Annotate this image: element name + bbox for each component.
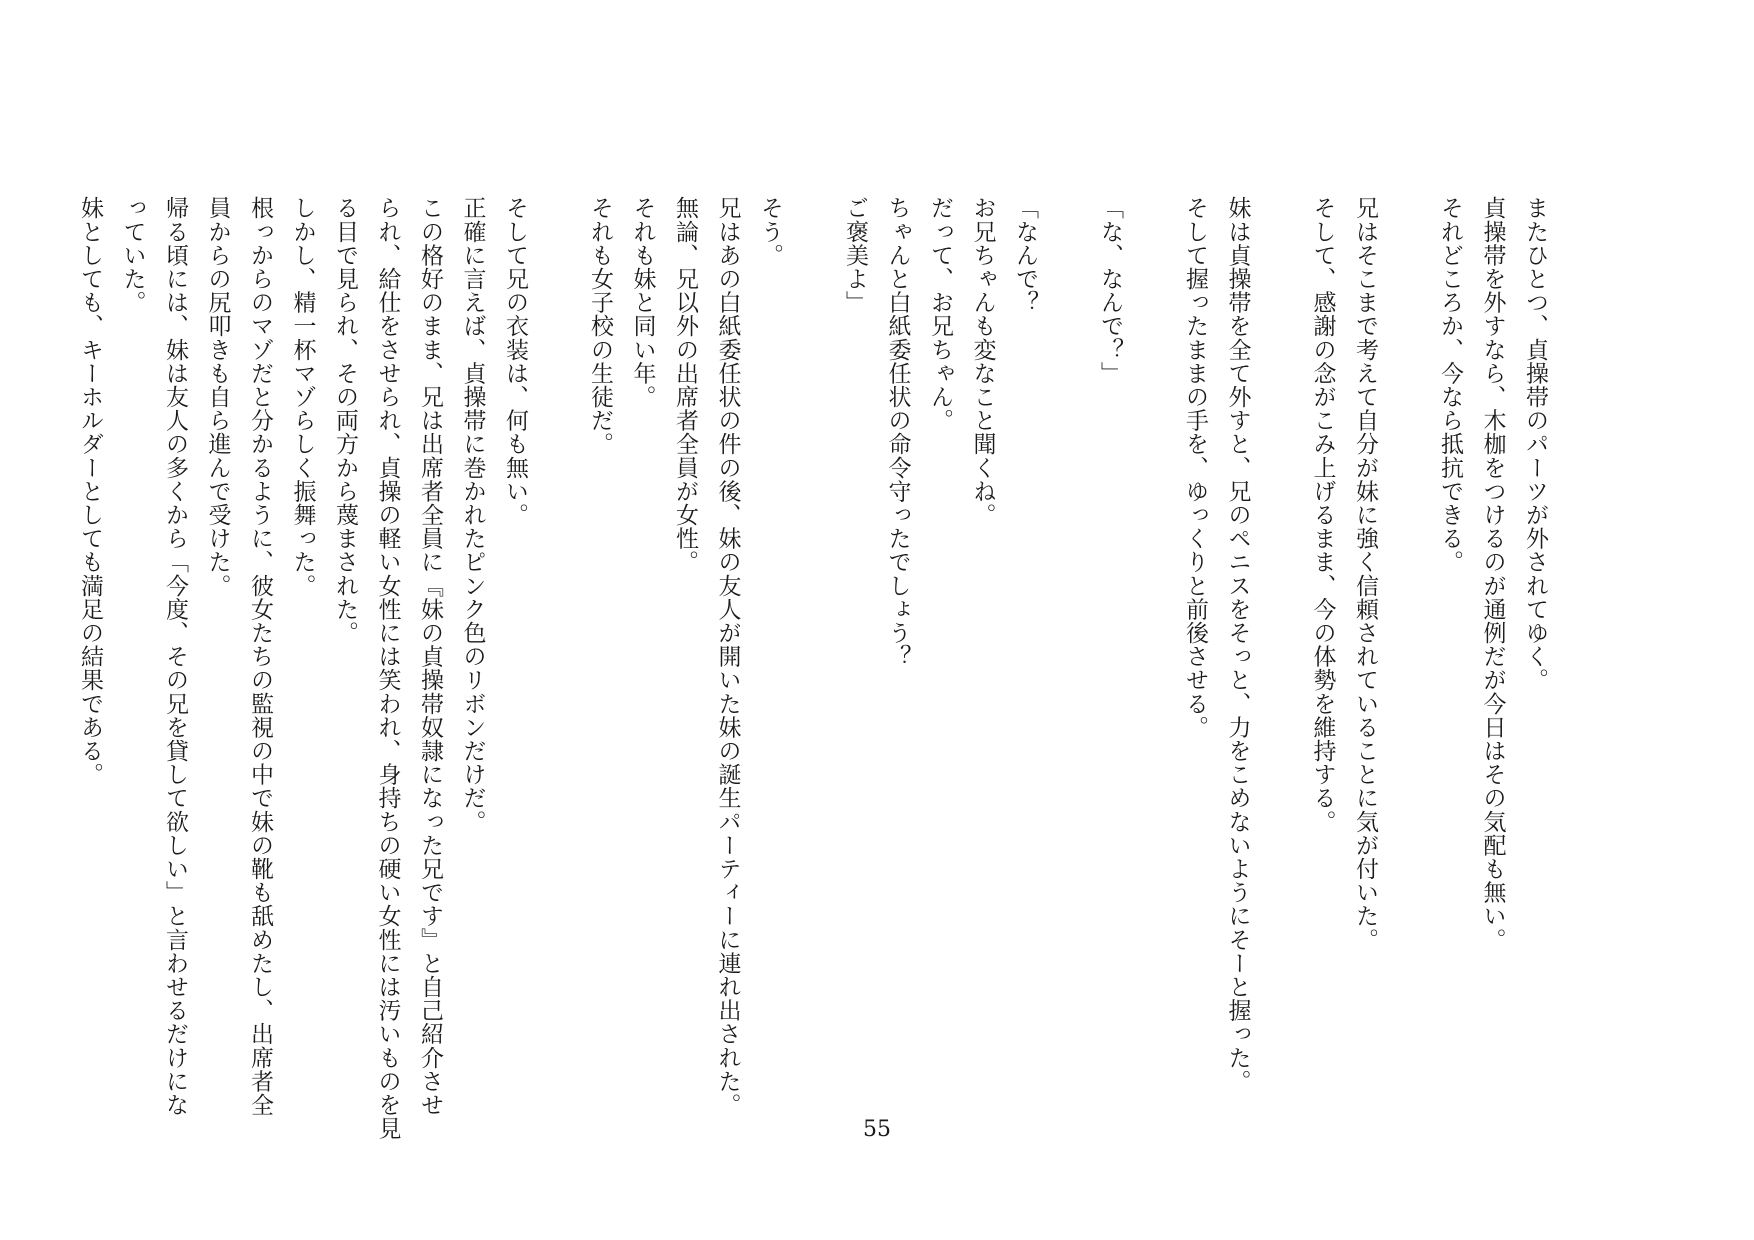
text-line: ご褒美よ」 xyxy=(842,196,868,314)
page-number: 55 xyxy=(863,1117,891,1142)
blank-line xyxy=(791,196,834,1096)
text-line: 帰る頃には、妹は友人の多くから「今度、その兄を貸して欲しい」と言わせるだけにな xyxy=(162,196,188,1117)
text-line: っていた。 xyxy=(119,196,146,314)
text-line: る目で見られ、その両方から蔑まされた。 xyxy=(332,196,358,645)
blank-line xyxy=(536,196,579,1096)
text-line: だって、お兄ちゃん。 xyxy=(927,196,953,432)
text-line: 「な、なんで？」 xyxy=(1097,196,1123,385)
text-line: この格好のまま、兄は出席者全員に『妹の貞操帯奴隷になった兄です』と自己紹介させ xyxy=(417,196,443,1117)
blank-line xyxy=(1046,196,1089,1096)
text-line: またひとつ、貞操帯のパーツが外されてゆく。 xyxy=(1522,196,1548,692)
text-line: それどころか、今なら抵抗できる。 xyxy=(1437,196,1463,574)
text-line: 貞操帯を外すなら、木枷をつけるのが通例だが今日はその気配も無い。 xyxy=(1479,196,1506,952)
blank-line xyxy=(1131,196,1174,1096)
text-line: 妹としても、キーホルダーとしても満足の結果である。 xyxy=(77,196,103,786)
text-line: それも妹と同い年。 xyxy=(629,196,656,409)
text-line: そして、感謝の念がこみ上げるまま、今の体勢を維持する。 xyxy=(1309,196,1336,834)
blank-line xyxy=(1386,196,1429,1096)
text-line: それも女子校の生徒だ。 xyxy=(587,196,613,456)
text-line: お兄ちゃんも変なこと聞くね。 xyxy=(969,196,996,527)
text-line: 正確に言えば、貞操帯に巻かれたピンク色のリボンだけだ。 xyxy=(459,196,486,834)
text-line: 根っからのマゾだと分かるように、彼女たちの監視の中で妹の靴も舐めたし、出席者全 xyxy=(247,196,273,1117)
text-line: そう。 xyxy=(757,196,783,267)
text-line: 無論、兄以外の出席者全員が女性。 xyxy=(672,196,698,574)
text-line: られ、給仕をさせられ、貞操の軽い女性には笑われ、身持ちの硬い女性には汚いものを見 xyxy=(374,196,401,1140)
text-line: そして兄の衣装は、何も無い。 xyxy=(502,196,528,527)
text-line: 兄はあの白紙委任状の件の後、妹の友人が開いた妹の誕生パーティーに連れ出された。 xyxy=(714,196,741,1117)
text-line: ちゃんと白紙委任状の命令守ったでしょう？ xyxy=(884,196,911,668)
text-line: 「なんで？ xyxy=(1012,196,1038,314)
text-line: しかし、精一杯マゾらしく振舞った。 xyxy=(289,196,316,598)
text-line: そして握ったままの手を、ゆっくりと前後させる。 xyxy=(1182,196,1208,739)
text-line: 兄はそこまで考えて自分が妹に強く信頼されていることに気が付いた。 xyxy=(1352,196,1378,952)
text-line: 員からの尻叩きも自ら進んで受けた。 xyxy=(204,196,231,598)
blank-line xyxy=(1259,196,1302,1096)
text-line: 妹は貞操帯を全て外すと、兄のペニスをそっと、力をこめないようにそーと握った。 xyxy=(1224,196,1251,1093)
